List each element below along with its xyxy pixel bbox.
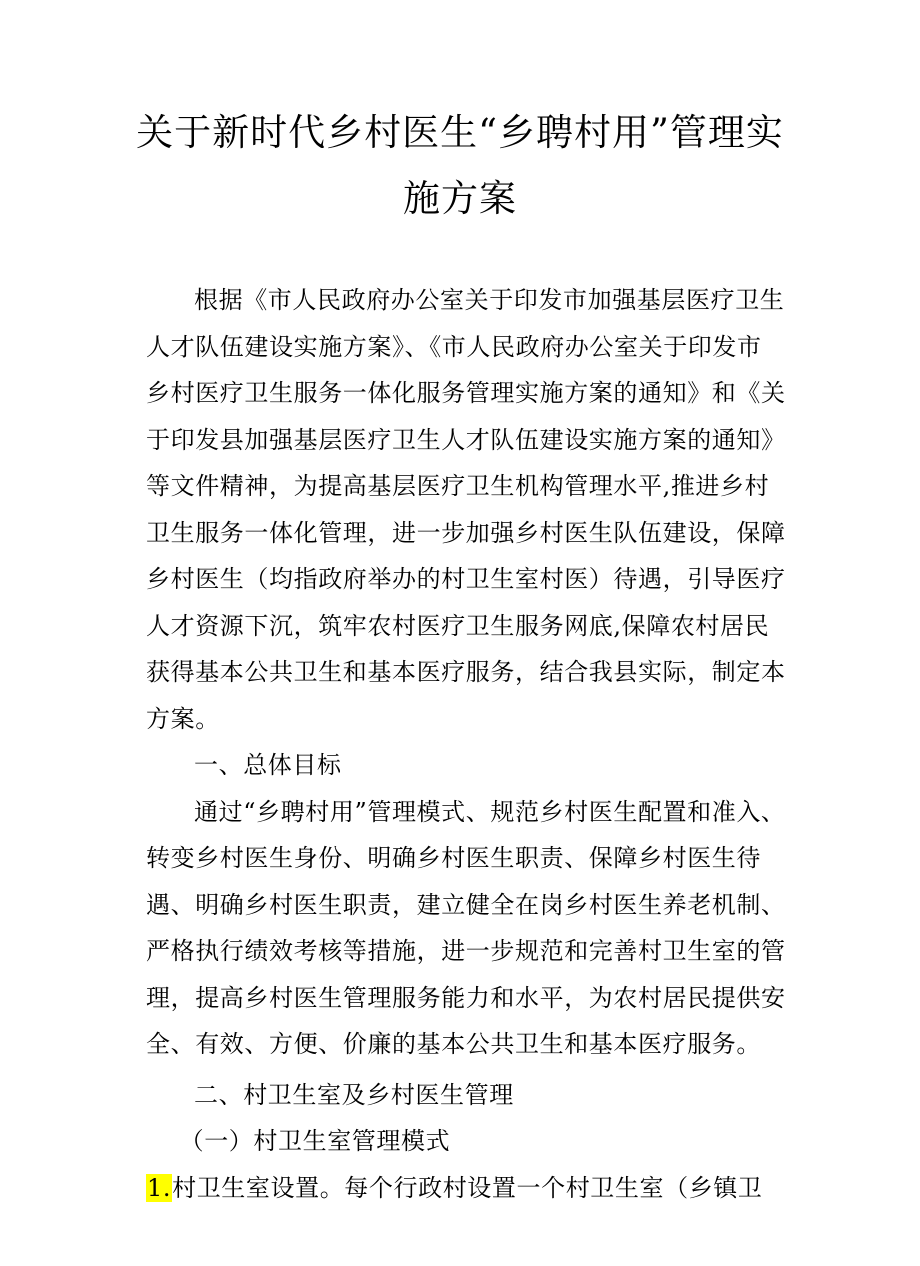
intro-paragraph: 根据《市人民政府办公室关于印发市加强基层医疗卫生人才队伍建设实施方案》、《市人民政府办公室关于印发市乡村医疗卫生服务一体化服务管理实施方案的通知》和《关于印发县加强基层医疗卫生人才队伍建设实施方案的通知》等文件精神，为提高基层医疗卫生机构管理水平,推进乡村卫生服务一体化管理，进一步加强乡村医生队伍建设，保障乡村医生（均指政府举办的村卫生室村医）待遇，引导医疗人才资源下沉，筑牢农村医疗卫生服务网底,保障农村居民获得基本公共卫生和基本医疗服务，结合我县实际，制定本方案。 <box>146 286 786 733</box>
subsection-1-heading: （一）村卫生室管理模式 <box>179 1127 451 1155</box>
title-line-1: 关于新时代乡村医生“乡聘村用”管理实 <box>136 111 784 154</box>
item-1-number-highlight: 1. <box>147 1173 172 1202</box>
item-1 <box>146 1165 786 1212</box>
section-1-heading: 一、总体目标 <box>194 751 342 779</box>
document-body <box>146 277 786 1211</box>
title-line-2: 施方案 <box>403 177 517 220</box>
document-title <box>130 100 790 232</box>
item-1-text: 村卫生室设置。每个行政村设置一个村卫生室（乡镇卫 <box>172 1173 763 1202</box>
section-2-heading: 二、村卫生室及乡村医生管理 <box>194 1080 514 1109</box>
section-1-paragraph: 通过“乡聘村用”管理模式、规范乡村医生配置和准入、转变乡村医生身份、明确乡村医生职责、保障乡村医生待遇、明确乡村医生职责，建立健全在岗乡村医生养老机制、严格执行绩效考核等措施，进一步规范和完善村卫生室的管理，提高乡村医生管理服务能力和水平，为农村居民提供安全、有效、方便、价廉的基本公共卫生和基本医疗服务。 <box>146 797 786 1058</box>
